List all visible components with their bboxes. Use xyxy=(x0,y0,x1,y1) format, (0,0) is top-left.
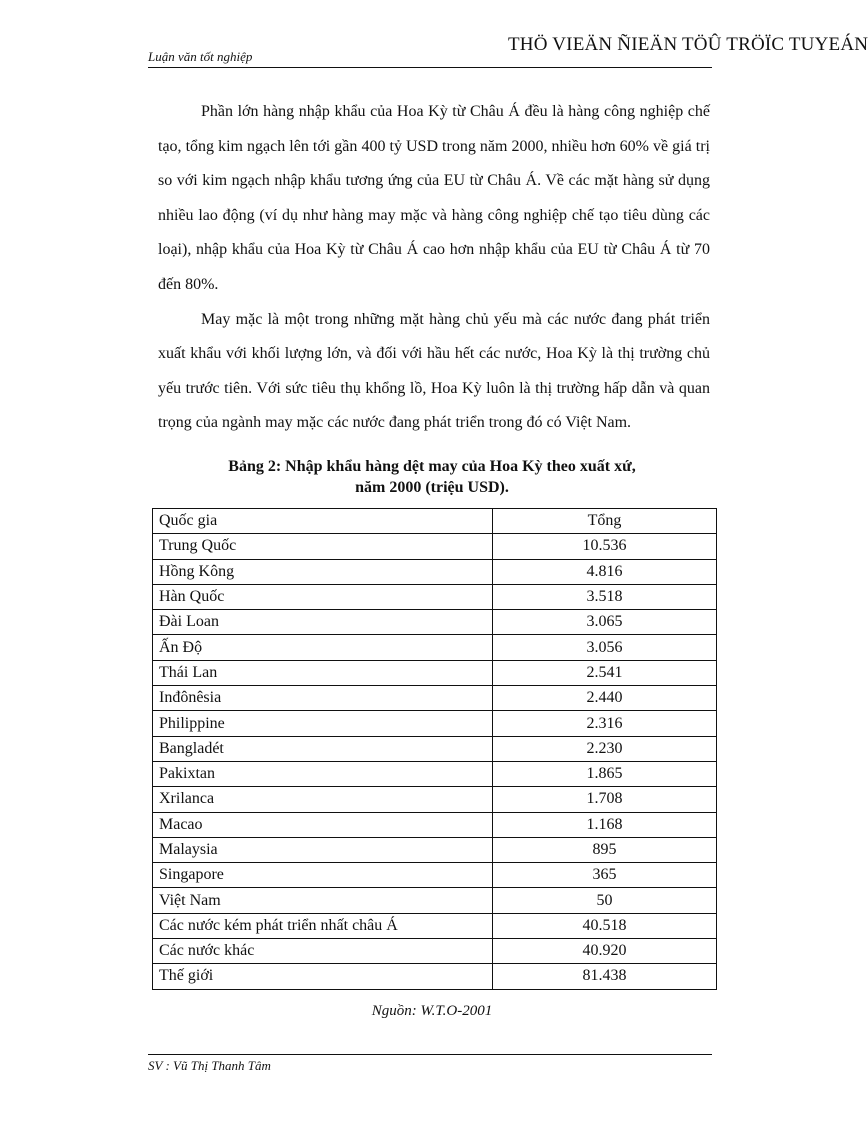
column-header-total: Tổng xyxy=(493,509,717,534)
footer-rule xyxy=(148,1054,712,1055)
table-row xyxy=(153,888,717,913)
country-cell: Thế giới xyxy=(153,964,493,989)
column-header-country: Quốc gia xyxy=(153,509,493,534)
table-row xyxy=(153,837,717,862)
country-cell: Pakixtan xyxy=(153,761,493,786)
country-cell: Hàn Quốc xyxy=(153,584,493,609)
country-cell: Xrilanca xyxy=(153,787,493,812)
table-row xyxy=(153,559,717,584)
country-cell: Macao xyxy=(153,812,493,837)
total-cell: 1.865 xyxy=(493,761,717,786)
country-cell: Đài Loan xyxy=(153,610,493,635)
country-cell: Thái Lan xyxy=(153,660,493,685)
table-header-row xyxy=(153,509,717,534)
total-cell: 3.065 xyxy=(493,610,717,635)
table-caption xyxy=(150,456,714,498)
paragraph-2: May mặc là một trong những mặt hàng chủ yếu mà các nước đang phát triển xuất khẩu với khối lượng lớn, và đối với hầu hết các nước, Hoa Kỳ là thị trường chủ yếu trước tiên. Với sức tiêu thụ khổng lồ, Hoa Kỳ luôn là thị trường hấp dẫn và quan trọng của ngành may mặc các nước đang phát triển trong đó có Việt Nam. xyxy=(158,310,710,432)
country-cell: Singapore xyxy=(153,863,493,888)
table-row xyxy=(153,534,717,559)
country-cell: Các nước kém phát triển nhất châu Á xyxy=(153,913,493,938)
country-cell: Ấn Độ xyxy=(153,635,493,660)
paragraph-1: Phần lớn hàng nhập khẩu của Hoa Kỳ từ Châu Á đều là hàng công nghiệp chế tạo, tổng kim ngạch lên tới gần 400 tỷ USD trong năm 2000, nhiều hơn 60% về giá trị so với kim ngạch nhập khẩu tương ứng của EU từ Châu Á. Về các mặt hàng sử dụng nhiều lao động (ví dụ như hàng may mặc và hàng công nghiệp chế tạo tiêu dùng các loại), nhập khẩu của Hoa Kỳ từ Châu Á cao hơn nhập khẩu của EU từ Châu Á từ 70 đến 80%. xyxy=(158,103,710,293)
table-row xyxy=(153,761,717,786)
country-cell: Malaysia xyxy=(153,837,493,862)
total-cell: 2.230 xyxy=(493,736,717,761)
total-cell: 2.316 xyxy=(493,711,717,736)
country-cell: Philippine xyxy=(153,711,493,736)
table-row xyxy=(153,812,717,837)
footer-student: SV : Vũ Thị Thanh Tâm xyxy=(148,1058,271,1073)
total-cell: 10.536 xyxy=(493,534,717,559)
table-source: Nguồn: W.T.O-2001 xyxy=(371,1003,493,1019)
total-cell: 1.168 xyxy=(493,812,717,837)
country-cell: Bangladét xyxy=(153,736,493,761)
table-row xyxy=(153,939,717,964)
total-cell: 895 xyxy=(493,837,717,862)
table-row xyxy=(153,913,717,938)
table-caption-line-2: năm 2000 (triệu USD). xyxy=(355,479,509,496)
table-row-total xyxy=(153,964,717,989)
table-row xyxy=(153,787,717,812)
total-cell: 3.518 xyxy=(493,584,717,609)
body-text xyxy=(158,95,710,441)
country-cell: Việt Nam xyxy=(153,888,493,913)
total-cell: 3.056 xyxy=(493,635,717,660)
total-cell: 50 xyxy=(493,888,717,913)
total-cell: 40.518 xyxy=(493,913,717,938)
running-header-title: Luận văn tốt nghiệp xyxy=(148,49,253,64)
table-row xyxy=(153,584,717,609)
country-cell: Trung Quốc xyxy=(153,534,493,559)
total-cell: 81.438 xyxy=(493,964,717,989)
total-cell: 365 xyxy=(493,863,717,888)
total-cell: 4.816 xyxy=(493,559,717,584)
header-rule xyxy=(148,67,712,68)
total-cell: 2.541 xyxy=(493,660,717,685)
running-header-library: THÖ VIEÄN ÑIEÄN TÖÛ TRÖÏC TUYEÁN xyxy=(508,34,868,55)
table-row xyxy=(153,863,717,888)
table-row xyxy=(153,635,717,660)
table-row xyxy=(153,711,717,736)
total-cell: 2.440 xyxy=(493,686,717,711)
table-row xyxy=(153,660,717,685)
total-cell: 40.920 xyxy=(493,939,717,964)
import-table xyxy=(152,508,717,990)
country-cell: Các nước khác xyxy=(153,939,493,964)
table-row xyxy=(153,610,717,635)
table-row xyxy=(153,736,717,761)
country-cell: Hồng Kông xyxy=(153,559,493,584)
table-caption-line-1: Bảng 2: Nhập khẩu hàng dệt may của Hoa Kỳ theo xuất xứ, xyxy=(228,458,636,475)
table-row xyxy=(153,686,717,711)
country-cell: Inđônêsia xyxy=(153,686,493,711)
total-cell: 1.708 xyxy=(493,787,717,812)
